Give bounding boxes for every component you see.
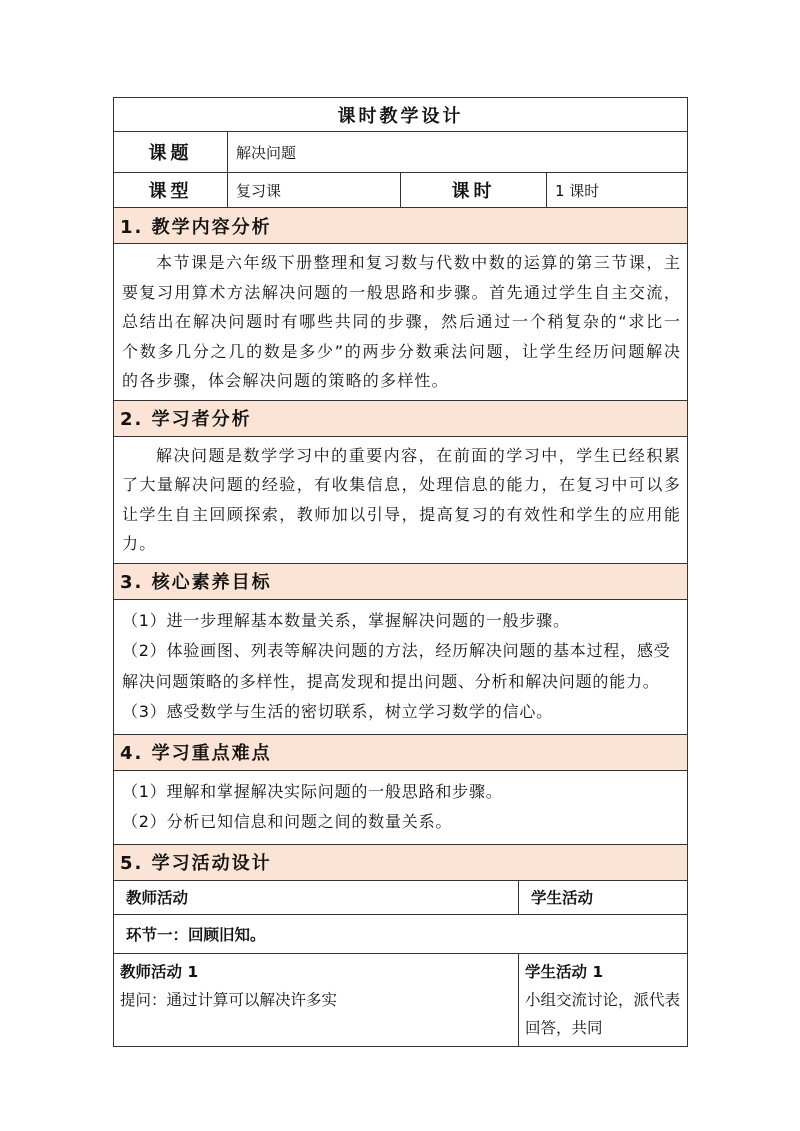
topic-value: 解决问题 [228, 132, 688, 173]
list-item: （3）感受数学与生活的密切联系，树立学习数学的信心。 [122, 702, 553, 721]
lesson-plan-table [113, 97, 688, 1047]
list-item: （2）分析已知信息和问题之间的数量关系。 [122, 812, 453, 831]
student-activity-text: 小组交流讨论，派代表回答，共同 [525, 990, 681, 1037]
hours-label: 课时 [401, 173, 547, 208]
learner-analysis-text: 解决问题是数学学习中的重要内容，在前面的学习中，学生已经积累了大量解决问题的经验，有收集信息，处理信息的能力，在复习中可以多让学生自主回顾探索，教师加以引导，提高复习的有效性和学生的应用能力。 [114, 436, 688, 563]
student-activity-header: 学生活动 [519, 880, 688, 914]
document-title: 课时教学设计 [114, 98, 688, 132]
section-heading-content-analysis: 1. 教学内容分析 [114, 208, 688, 244]
key-points-list [114, 770, 688, 844]
step-one-label: 环节一：回顾旧知。 [114, 914, 688, 953]
core-goals-list [114, 599, 688, 734]
topic-label: 课题 [114, 132, 228, 173]
content-analysis-text: 本节课是六年级下册整理和复习数与代数中数的运算的第三节课，主要复习用算术方法解决问题的一般思路和步骤。首先通过学生自主交流，总结出在解决问题时有哪些共同的步骤，然后通过一个稍复杂的“求比一个数多几分之几的数是多少”的两步分数乘法问题，让学生经历问题解决的各步骤，体会解决问题的策略的多样性。 [114, 244, 688, 401]
teacher-activity-text: 提问：通过计算可以解决许多实 [120, 990, 338, 1009]
lesson-plan-document [113, 97, 687, 1047]
section-heading-key-points: 4. 学习重点难点 [114, 734, 688, 770]
list-item: （1）进一步理解基本数量关系，掌握解决问题的一般步骤。 [122, 610, 570, 630]
type-value: 复习课 [228, 173, 401, 208]
list-item: （2）体验画图、列表等解决问题的方法，经历解决问题的基本过程，感受解决问题策略的多样性，提高发现和提出问题、分析和解决问题的能力。 [122, 641, 671, 691]
section-heading-learner-analysis: 2. 学习者分析 [114, 400, 688, 436]
list-item: （1）理解和掌握解决实际问题的一般思路和步骤。 [122, 781, 503, 801]
hours-value: 1 课时 [547, 173, 688, 208]
student-activity-title: 学生活动 1 [525, 962, 604, 981]
teacher-activity-header: 教师活动 [114, 880, 519, 914]
teacher-activity-1 [114, 953, 519, 1046]
teacher-activity-title: 教师活动 1 [120, 962, 199, 981]
section-heading-activity-design: 5. 学习活动设计 [114, 844, 688, 880]
student-activity-1 [519, 953, 688, 1046]
type-label: 课型 [114, 173, 228, 208]
section-heading-core-goals: 3. 核心素养目标 [114, 563, 688, 599]
